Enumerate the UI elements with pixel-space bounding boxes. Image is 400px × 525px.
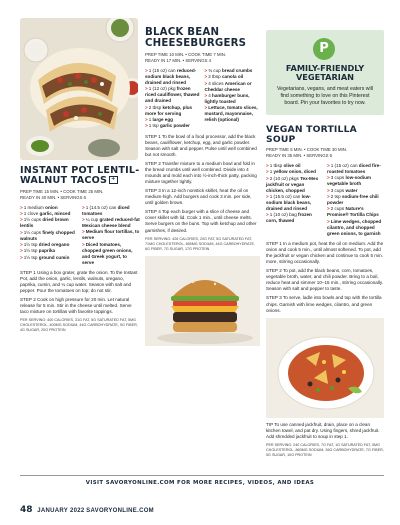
ingredient-quantity: > 2 tbsp: [205, 74, 222, 79]
ingredient-quantity: > 1 (15 oz) can: [327, 163, 359, 168]
burger-timing: [145, 52, 260, 64]
soup-step-2: STEP 2 To pot, add the black beans, corn, tomatoes, vegetable broth, water, and chili powder. Bring to a boil, reduce heat and simmer 10–15 min., stirring occasionally. Season with salt and pepper to taste.: [266, 268, 384, 292]
ingredient-name: finely chopped walnuts: [20, 229, 75, 241]
soup-ingredients: [266, 163, 384, 237]
ingredient-item: [82, 242, 140, 266]
ingredient-item: [145, 68, 201, 86]
ingredient-item: [20, 230, 78, 242]
tacos-nutrition: PER SERVING: 400 CALORIES, 31G FAT, 5G SATURATED FAT, 5MG CHOLESTEROL, 400MG SODIUM, 44G CARBOHYDRATE, 9G FIBER, 4G SUGAR, 20G PROTEIN: [20, 318, 138, 333]
ingredient-quantity: > 1: [145, 117, 153, 122]
ingredient-name: low-sodium vegetable broth: [327, 175, 372, 187]
ingredient-quantity: > ¼ cup: [82, 217, 99, 222]
ingredient-name: ketchup, plus more for serving: [145, 104, 193, 116]
pinterest-icon[interactable]: P: [313, 38, 335, 60]
ingredient-quantity: > 1½ tsp: [20, 255, 39, 260]
ingredient-item: [327, 219, 384, 237]
ingredient-name: canola oil: [221, 74, 244, 80]
ingredient-name: dried oregano: [38, 242, 70, 248]
soup-tip-block: [266, 422, 384, 458]
burger-nutrition: PER SERVING: 426 CALORIES, 20G FAT, 5G SATURATED FAT, 71MG CHOLESTEROL, 655MG SODIUM, 44G CARBOHYDRATE, 6G FIBER, 7G SUGAR, 17G PROTEIN: [145, 236, 255, 251]
ingredient-quantity: > 4 slices: [205, 81, 225, 86]
family-friendly-title: [274, 64, 376, 82]
ingredient-quantity: > 1½ cups: [20, 217, 42, 222]
ingredient-quantity: > 1½ tsp: [20, 242, 39, 247]
ingredient-item: [205, 105, 261, 123]
ingredient-item: [205, 74, 261, 80]
family-friendly-body: Vegetarians, vegans, and meat eaters will find something to love on this Pinterest board. Pin your favorites to try now.: [276, 86, 374, 107]
ingredient-name: reduced-sodium black beans, drained and rinsed: [145, 68, 197, 85]
burger-steps: [145, 134, 260, 252]
ingredient-name: Lime wedges, chopped cilantro, and chopped green onions, to garnish: [327, 218, 382, 236]
tacos-ingredients-col2: [82, 205, 140, 266]
soup-illustration: [266, 318, 384, 418]
burger-step-3: STEP 3 In a 12-inch nonstick skillet, heat the oil on medium-high. Add burgers and cook 3 min. per side, until golden brown.: [145, 188, 252, 206]
ingredient-name: yellow onion, diced: [273, 169, 316, 175]
ingredient-quantity: > 1 (10 oz) bag: [266, 212, 298, 217]
ingredient-quantity: > 1½ tsp: [20, 248, 39, 253]
burger-step-1: STEP 1 To the bowl of a food processor, add the black beans, cauliflower, ketchup, egg, and garlic powder. Season with salt and pepper. Pulse until well combined but not smooth.: [145, 133, 257, 157]
ingredient-quantity: > 1 medium: [20, 205, 45, 210]
ingredient-item: [145, 117, 201, 123]
ingredient-quantity: > 2 tbsp: [145, 105, 162, 110]
ingredient-item: [327, 163, 384, 175]
ingredient-name: Lettuce, tomato slices, mustard, mayonnaise, relish (optional): [204, 105, 258, 123]
burger-title: [145, 28, 260, 49]
tacos-timing-line2: READY IN 40 MIN. • SERVINGS 6: [20, 194, 87, 200]
soup-timing-line2: READY IN 35 MIN. • SERVINGS 6: [266, 153, 333, 159]
ingredient-item: [20, 255, 78, 261]
page-number: 48: [20, 505, 33, 515]
ingredient-name: frozen riced cauliflower, thawed and drained: [145, 86, 200, 104]
ingredient-item: [266, 169, 323, 175]
tacos-illustration: [20, 18, 138, 160]
ingredient-item: [205, 68, 261, 74]
ingredient-item: [327, 188, 384, 194]
ingredient-name: Nature's Promise® Tortilla Chips: [327, 206, 379, 218]
ingredient-name: water: [345, 187, 358, 193]
footer-divider: [20, 475, 384, 476]
ingredient-quantity: > 2 (10 oz) pkgs: [266, 176, 300, 181]
badge-icon: +: [111, 176, 116, 183]
ingredient-quantity: > 1 (14.5 oz) can: [82, 205, 118, 210]
footer-banner[interactable]: VISIT SAVORYONLINE.COM FOR MORE RECIPES, VIDEOS, AND IDEAS: [85, 480, 315, 486]
ingredient-item: [327, 194, 384, 206]
issue-date: JANUARY 2022: [37, 508, 85, 514]
ingredient-name: American or Cheddar cheese: [204, 80, 252, 92]
ingredient-item: [327, 175, 384, 187]
site-url[interactable]: SAVORYONLINE.COM: [86, 508, 154, 514]
ingredient-item: [266, 194, 323, 212]
tacos-ingredients-col1: [20, 205, 78, 266]
ingredient-item: [20, 205, 78, 211]
ingredient-quantity: > ¾ cup: [205, 68, 222, 73]
ingredient-item: [82, 217, 140, 229]
ingredient-quantity: > 1 tbsp: [266, 163, 283, 168]
soup-photo: [266, 318, 384, 418]
ingredient-name: low-sodium black beans, drained and rinsed: [266, 194, 312, 211]
tacos-steps: [20, 270, 140, 333]
ingredient-name: ground cumin: [38, 254, 70, 260]
soup-steps: [266, 241, 384, 314]
ingredient-quantity: > 3 cups: [327, 175, 346, 180]
burger-timing-line1: PREP TIME 10 MIN. • COOK TIME 7 MIN.: [145, 52, 227, 58]
burger-ingredients-col1: [145, 68, 201, 130]
ingredient-name: sodium-free chili powder: [327, 194, 379, 205]
soup-step-3: STEP 3 To serve, ladle into bowls and top with the tortilla chips. Garnish with lime wedges, cilantro, and green onions.: [266, 295, 382, 313]
burger-step-2: STEP 2 Transfer mixture to a medium bowl and fold in the bread crumbs until well combined. Divide into 4 mounds and mold each into ½-inch-thick patty, packing mixture together tightly.: [145, 160, 257, 185]
burger-recipe: [145, 28, 260, 346]
ingredient-name: dried brown lentils: [20, 217, 69, 229]
burger-ingredients-col2: [205, 68, 261, 130]
soup-timing-line1: PREP TIME 5 MIN. • COOK TIME 30 MIN.: [266, 147, 348, 153]
ingredient-quantity: > 1½ cups: [20, 230, 42, 235]
ingredient-name: paprika: [38, 248, 56, 254]
ingredient-quantity: > 3 cups: [327, 188, 346, 193]
ingredient-quantity: > 4: [205, 93, 213, 98]
ingredient-name: garlic, minced: [39, 211, 71, 217]
ingredient-quantity: > 2 tsp: [327, 194, 342, 199]
ingredient-item: [145, 86, 201, 104]
ingredient-quantity: > 1: [266, 169, 274, 174]
ingredient-name: Medium flour tortillas, to serve: [82, 229, 140, 241]
ingredient-item: [20, 248, 78, 254]
tacos-ingredients: [20, 205, 140, 266]
soup-title: VEGAN TORTILLA SOUP: [266, 124, 357, 145]
ingredient-quantity: > 1 clove: [20, 211, 40, 216]
tacos-step-2: STEP 2 Cook on high pressure for 20 min. Let natural release for 5 min. Stir in the cheese until melted. Serve taco mixture on tortillas with favorite toppings.: [20, 297, 132, 315]
soup-timing: [266, 147, 384, 159]
ingredient-quantity: > 1 (15.5 oz) can: [266, 194, 302, 199]
ingredient-quantity: > 1 (15 oz) can: [145, 68, 177, 73]
ingredient-name: Diced tomatoes, chopped green onions, and Greek yogurt, to serve: [82, 241, 133, 265]
ingredient-item: [82, 229, 140, 241]
ingredient-name: large egg: [152, 116, 173, 122]
ingredient-item: [266, 176, 323, 194]
ingredient-item: [20, 217, 78, 229]
ingredient-name: grated reduced-fat Mexican cheese blend: [82, 217, 140, 229]
family-friendly-title-line2: VEGETARIAN: [295, 72, 355, 83]
tacos-recipe: [20, 18, 140, 333]
folio: [20, 505, 154, 515]
tacos-timing: [20, 189, 140, 201]
tacos-timing-line1: PREP TIME 15 MIN. • COOK TIME 25 MIN.: [20, 189, 104, 195]
ingredient-item: [145, 123, 201, 129]
ingredient-quantity: > 2 cups: [327, 206, 346, 211]
ingredient-name: olive oil: [283, 162, 301, 168]
burger-ingredients: [145, 68, 260, 130]
ingredient-item: [205, 93, 261, 105]
ingredient-quantity: > 1 tsp: [145, 123, 160, 128]
burger-timing-line2: READY IN 17 MIN. • SERVINGS 4: [145, 58, 212, 64]
soup-ingredients-col2: [327, 163, 384, 237]
ingredient-name: diced fire-roasted tomatoes: [327, 162, 381, 174]
burger-photo: [145, 256, 260, 346]
ingredient-item: [205, 81, 261, 93]
ingredient-item: [266, 163, 323, 169]
soup-tip: TIP To use canned jackfruit, drain, place on a clean kitchen towel, and pat dry. Using fingers, shred jackfruit. Add shredded jackfruit to soup in step 1.: [266, 421, 380, 439]
tacos-photo: [20, 18, 138, 160]
soup-step-1: STEP 1 In a medium pot, heat the oil on medium. Add the onion and cook 5 min., until almost softened. To pot, add the jackfruit or vegan chicken and continue to cook 5 min. more, stirring occasionally.: [266, 240, 384, 265]
ingredient-item: [327, 206, 384, 218]
burger-illustration: [145, 256, 260, 346]
burger-title-line2: CHEESEBURGERS: [145, 37, 247, 49]
soup-nutrition: PER SERVING: 240 CALORIES, 7G FAT, 1G SATURATED FAT, 0MG CHOLESTEROL, 860MG SODIUM, 36G CARBOHYDRATE, 7G FIBER, 5G SUGAR, 10G PROTEIN: [266, 442, 384, 457]
ingredient-name: onion: [45, 204, 58, 210]
ingredient-name: hamburger buns, lightly toasted: [204, 93, 250, 105]
ingredient-item: [145, 105, 201, 117]
family-friendly-title-line1: FAMILY-FRIENDLY: [285, 63, 365, 73]
ingredient-name: diced tomatoes: [82, 204, 130, 216]
family-friendly-promo[interactable]: [266, 30, 384, 115]
tacos-step-1: STEP 1 Using a box grater, grate the onion. To the Instant Pot, add the onion, garlic, lentils, walnuts, oregano, paprika, cumin, and ¼ cup water. Season with salt and pepper. Pour the tomatoes on top; do not stir.: [20, 269, 138, 294]
tacos-title-text: INSTANT POT LENTIL-WALNUT TACOS: [20, 165, 140, 187]
ingredient-item: [266, 212, 323, 224]
ingredient-name: bread crumbs: [221, 68, 253, 73]
ingredient-item: [82, 205, 140, 217]
soup-ingredients-col1: [266, 163, 323, 237]
tacos-title: [20, 166, 140, 186]
ingredient-name: garlic powder: [159, 123, 190, 129]
burger-title-line1: BLACK BEAN: [145, 27, 220, 38]
right-column: [266, 30, 384, 458]
ingredient-name: Tex-Mex jackfruit or vegan chicken, chopped: [266, 175, 319, 193]
ingredient-name: frozen corn, thawed: [266, 212, 312, 224]
burger-step-4: STEP 4 Top each burger with a slice of cheese and cover skillet with lid. Cook 1 min., until cheese melts. Serve burgers on the buns. Top with ketchup and other garnishes, if desired.: [145, 209, 257, 233]
ingredient-quantity: > 1 (12 oz) pkg: [145, 86, 177, 91]
